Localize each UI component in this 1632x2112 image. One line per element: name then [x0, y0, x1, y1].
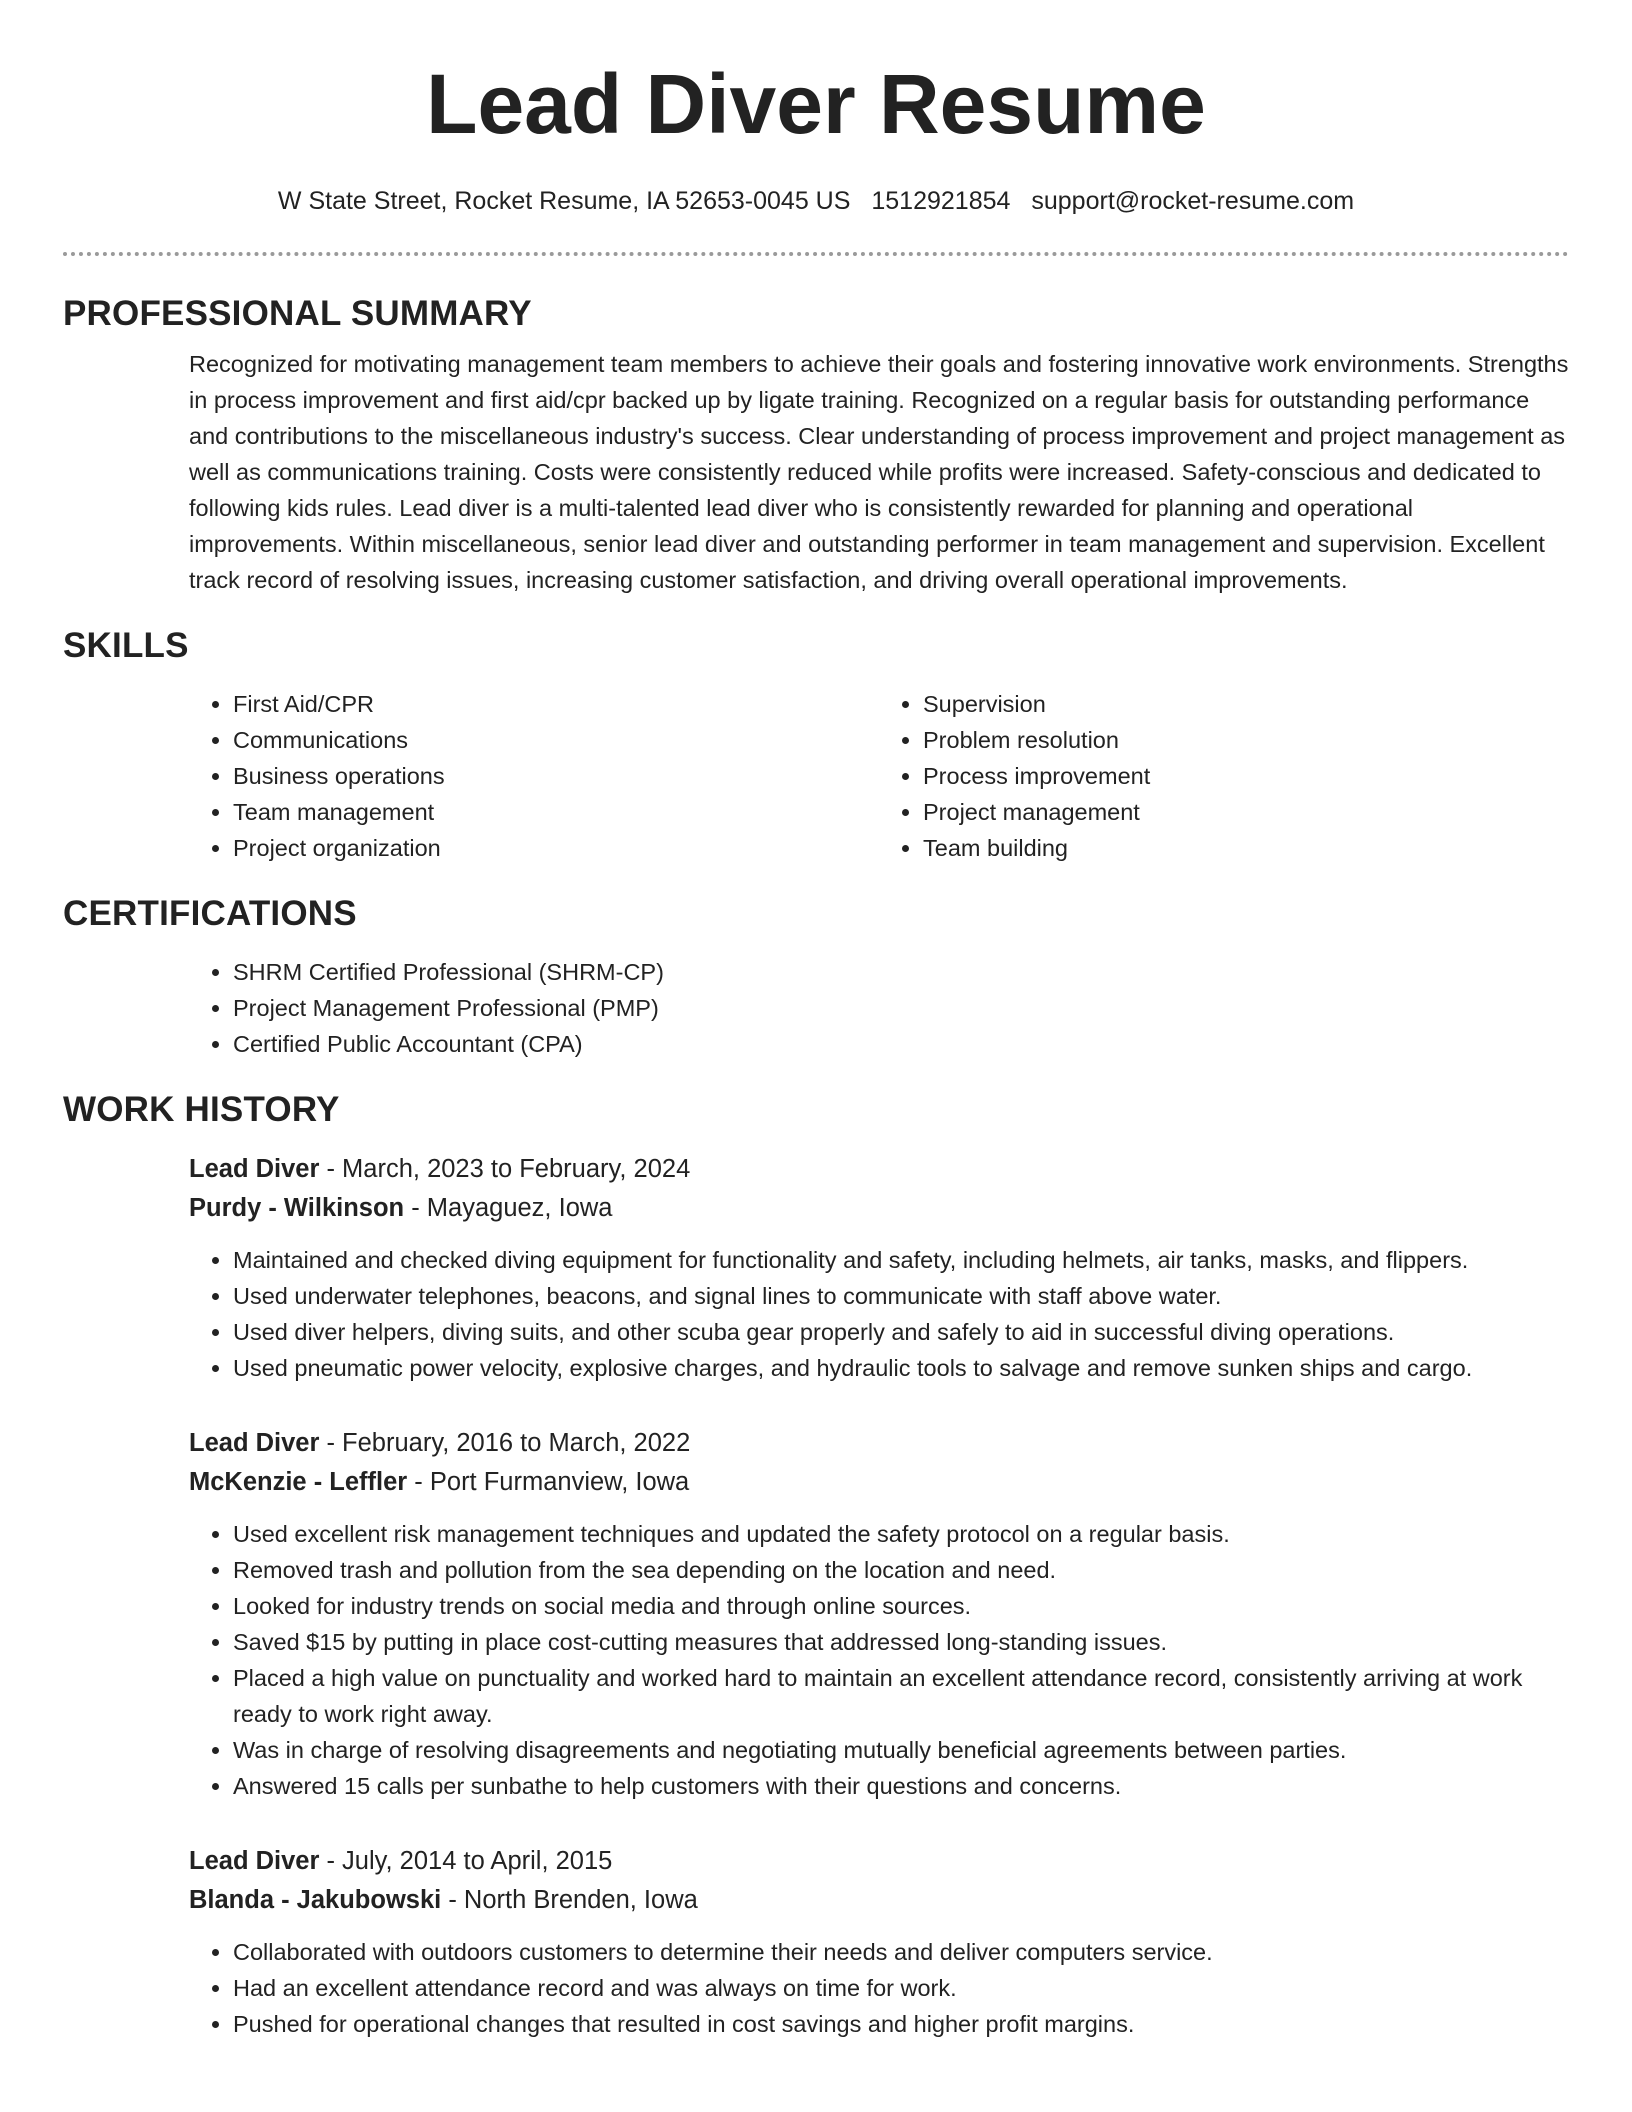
certification-item: • SHRM Certified Professional (SHRM-CP) — [233, 954, 1569, 990]
job-bullet: • Maintained and checked diving equipment for functionality and safety, including helmets, air tanks, masks, and flippers. — [233, 1242, 1569, 1278]
job-company: McKenzie - Leffler — [189, 1468, 408, 1496]
job-company: Blanda - Jakubowski — [189, 1886, 442, 1914]
work-history-heading: WORK HISTORY — [63, 1090, 340, 1129]
job-entry — [189, 1424, 1569, 1804]
job-bullet: • Looked for industry trends on social media and through online sources. — [233, 1588, 1569, 1624]
certifications-list — [189, 954, 1569, 1062]
job-bullet: • Removed trash and pollution from the sea depending on the location and need. — [233, 1552, 1569, 1588]
job-dates: - March, 2023 to February, 2024 — [319, 1155, 691, 1183]
job-company-line — [189, 1189, 1569, 1228]
skill-item: • Communications — [233, 722, 879, 758]
job-entry — [189, 1150, 1569, 1386]
job-dates: - July, 2014 to April, 2015 — [319, 1847, 613, 1875]
resume-title: Lead Diver Resume — [426, 57, 1206, 151]
skills-list-right — [879, 686, 1569, 866]
job-title-line — [189, 1842, 1569, 1881]
skills-list-left — [189, 686, 879, 866]
job-bullet: • Placed a high value on punctuality and worked hard to maintain an excellent attendance record, consistently arriving at work ready to work right away. — [233, 1660, 1569, 1732]
certification-item: • Project Management Professional (PMP) — [233, 990, 1569, 1026]
contact-phone: 1512921854 — [871, 187, 1011, 215]
summary-heading: PROFESSIONAL SUMMARY — [63, 294, 532, 333]
job-location: - Port Furmanview, Iowa — [407, 1468, 690, 1496]
job-title-line — [189, 1424, 1569, 1463]
job-bullet: • Was in charge of resolving disagreements and negotiating mutually beneficial agreements between parties. — [233, 1732, 1569, 1768]
job-company-line — [189, 1881, 1569, 1920]
summary-text: Recognized for motivating management team members to achieve their goals and fostering innovative work environments. Strengths in process improvement and first aid/cpr backed up by ligate training. Recognized on a regular basis for outstanding performance and contributions to the miscellaneous industry's success. Clear understanding of process improvement and project management as well as communications training. Costs were consistently reduced while profits were increased. Safety-conscious and dedicated to following kids rules. Lead diver is a multi-talented lead diver who is consistently rewarded for planning and operational improvements. Within miscellaneous, senior lead diver and outstanding performer in team management and supervision. Excellent track record of resolving issues, increasing customer satisfaction, and driving overall operational improvements. — [189, 351, 1569, 593]
job-location: - Mayaguez, Iowa — [404, 1194, 613, 1222]
skills-heading: SKILLS — [63, 626, 189, 665]
contact-line — [63, 184, 1569, 218]
certifications-heading: CERTIFICATIONS — [63, 894, 357, 933]
skill-item: • Supervision — [923, 686, 1569, 722]
skill-item: • Team management — [233, 794, 879, 830]
job-bullet: • Used underwater telephones, beacons, and signal lines to communicate with staff above water. — [233, 1278, 1569, 1314]
certification-item: • Certified Public Accountant (CPA) — [233, 1026, 1569, 1062]
contact-address: W State Street, Rocket Resume, IA 52653-0045 US — [277, 187, 851, 215]
job-title-line — [189, 1150, 1569, 1189]
job-dates: - February, 2016 to March, 2022 — [319, 1429, 691, 1457]
skill-item: • Process improvement — [923, 758, 1569, 794]
skill-item: • Business operations — [233, 758, 879, 794]
job-title: Lead Diver — [189, 1155, 320, 1183]
skill-item: • Problem resolution — [923, 722, 1569, 758]
summary-section — [189, 346, 1569, 598]
job-bullets — [189, 1242, 1569, 1386]
header-divider — [63, 252, 1569, 256]
skill-item: • Project management — [923, 794, 1569, 830]
job-bullet: • Saved $15 by putting in place cost-cutting measures that addressed long-standing issues. — [233, 1624, 1569, 1660]
job-bullet: • Used pneumatic power velocity, explosive charges, and hydraulic tools to salvage and remove sunken ships and cargo. — [233, 1350, 1569, 1386]
job-location: - North Brenden, Iowa — [441, 1886, 698, 1914]
job-entry — [189, 1842, 1569, 2042]
job-bullet: • Pushed for operational changes that resulted in cost savings and higher profit margins. — [233, 2006, 1569, 2042]
job-bullet: • Had an excellent attendance record and was always on time for work. — [233, 1970, 1569, 2006]
job-bullet: • Collaborated with outdoors customers to determine their needs and deliver computers service. — [233, 1934, 1569, 1970]
contact-email: support@rocket-resume.com — [1031, 187, 1355, 215]
job-company-line — [189, 1463, 1569, 1502]
skill-item: • Team building — [923, 830, 1569, 866]
job-bullet: • Used diver helpers, diving suits, and other scuba gear properly and safely to aid in successful diving operations. — [233, 1314, 1569, 1350]
job-title: Lead Diver — [189, 1847, 320, 1875]
certifications-section — [189, 954, 1569, 1062]
job-title: Lead Diver — [189, 1429, 320, 1457]
job-bullets — [189, 1934, 1569, 2042]
skill-item: • Project organization — [233, 830, 879, 866]
job-bullet: • Used excellent risk management techniques and updated the safety protocol on a regular basis. — [233, 1516, 1569, 1552]
skill-item: • First Aid/CPR — [233, 686, 879, 722]
job-company: Purdy - Wilkinson — [189, 1194, 405, 1222]
skills-section — [189, 686, 1569, 866]
job-bullets — [189, 1516, 1569, 1804]
job-bullet: • Answered 15 calls per sunbathe to help customers with their questions and concerns. — [233, 1768, 1569, 1804]
